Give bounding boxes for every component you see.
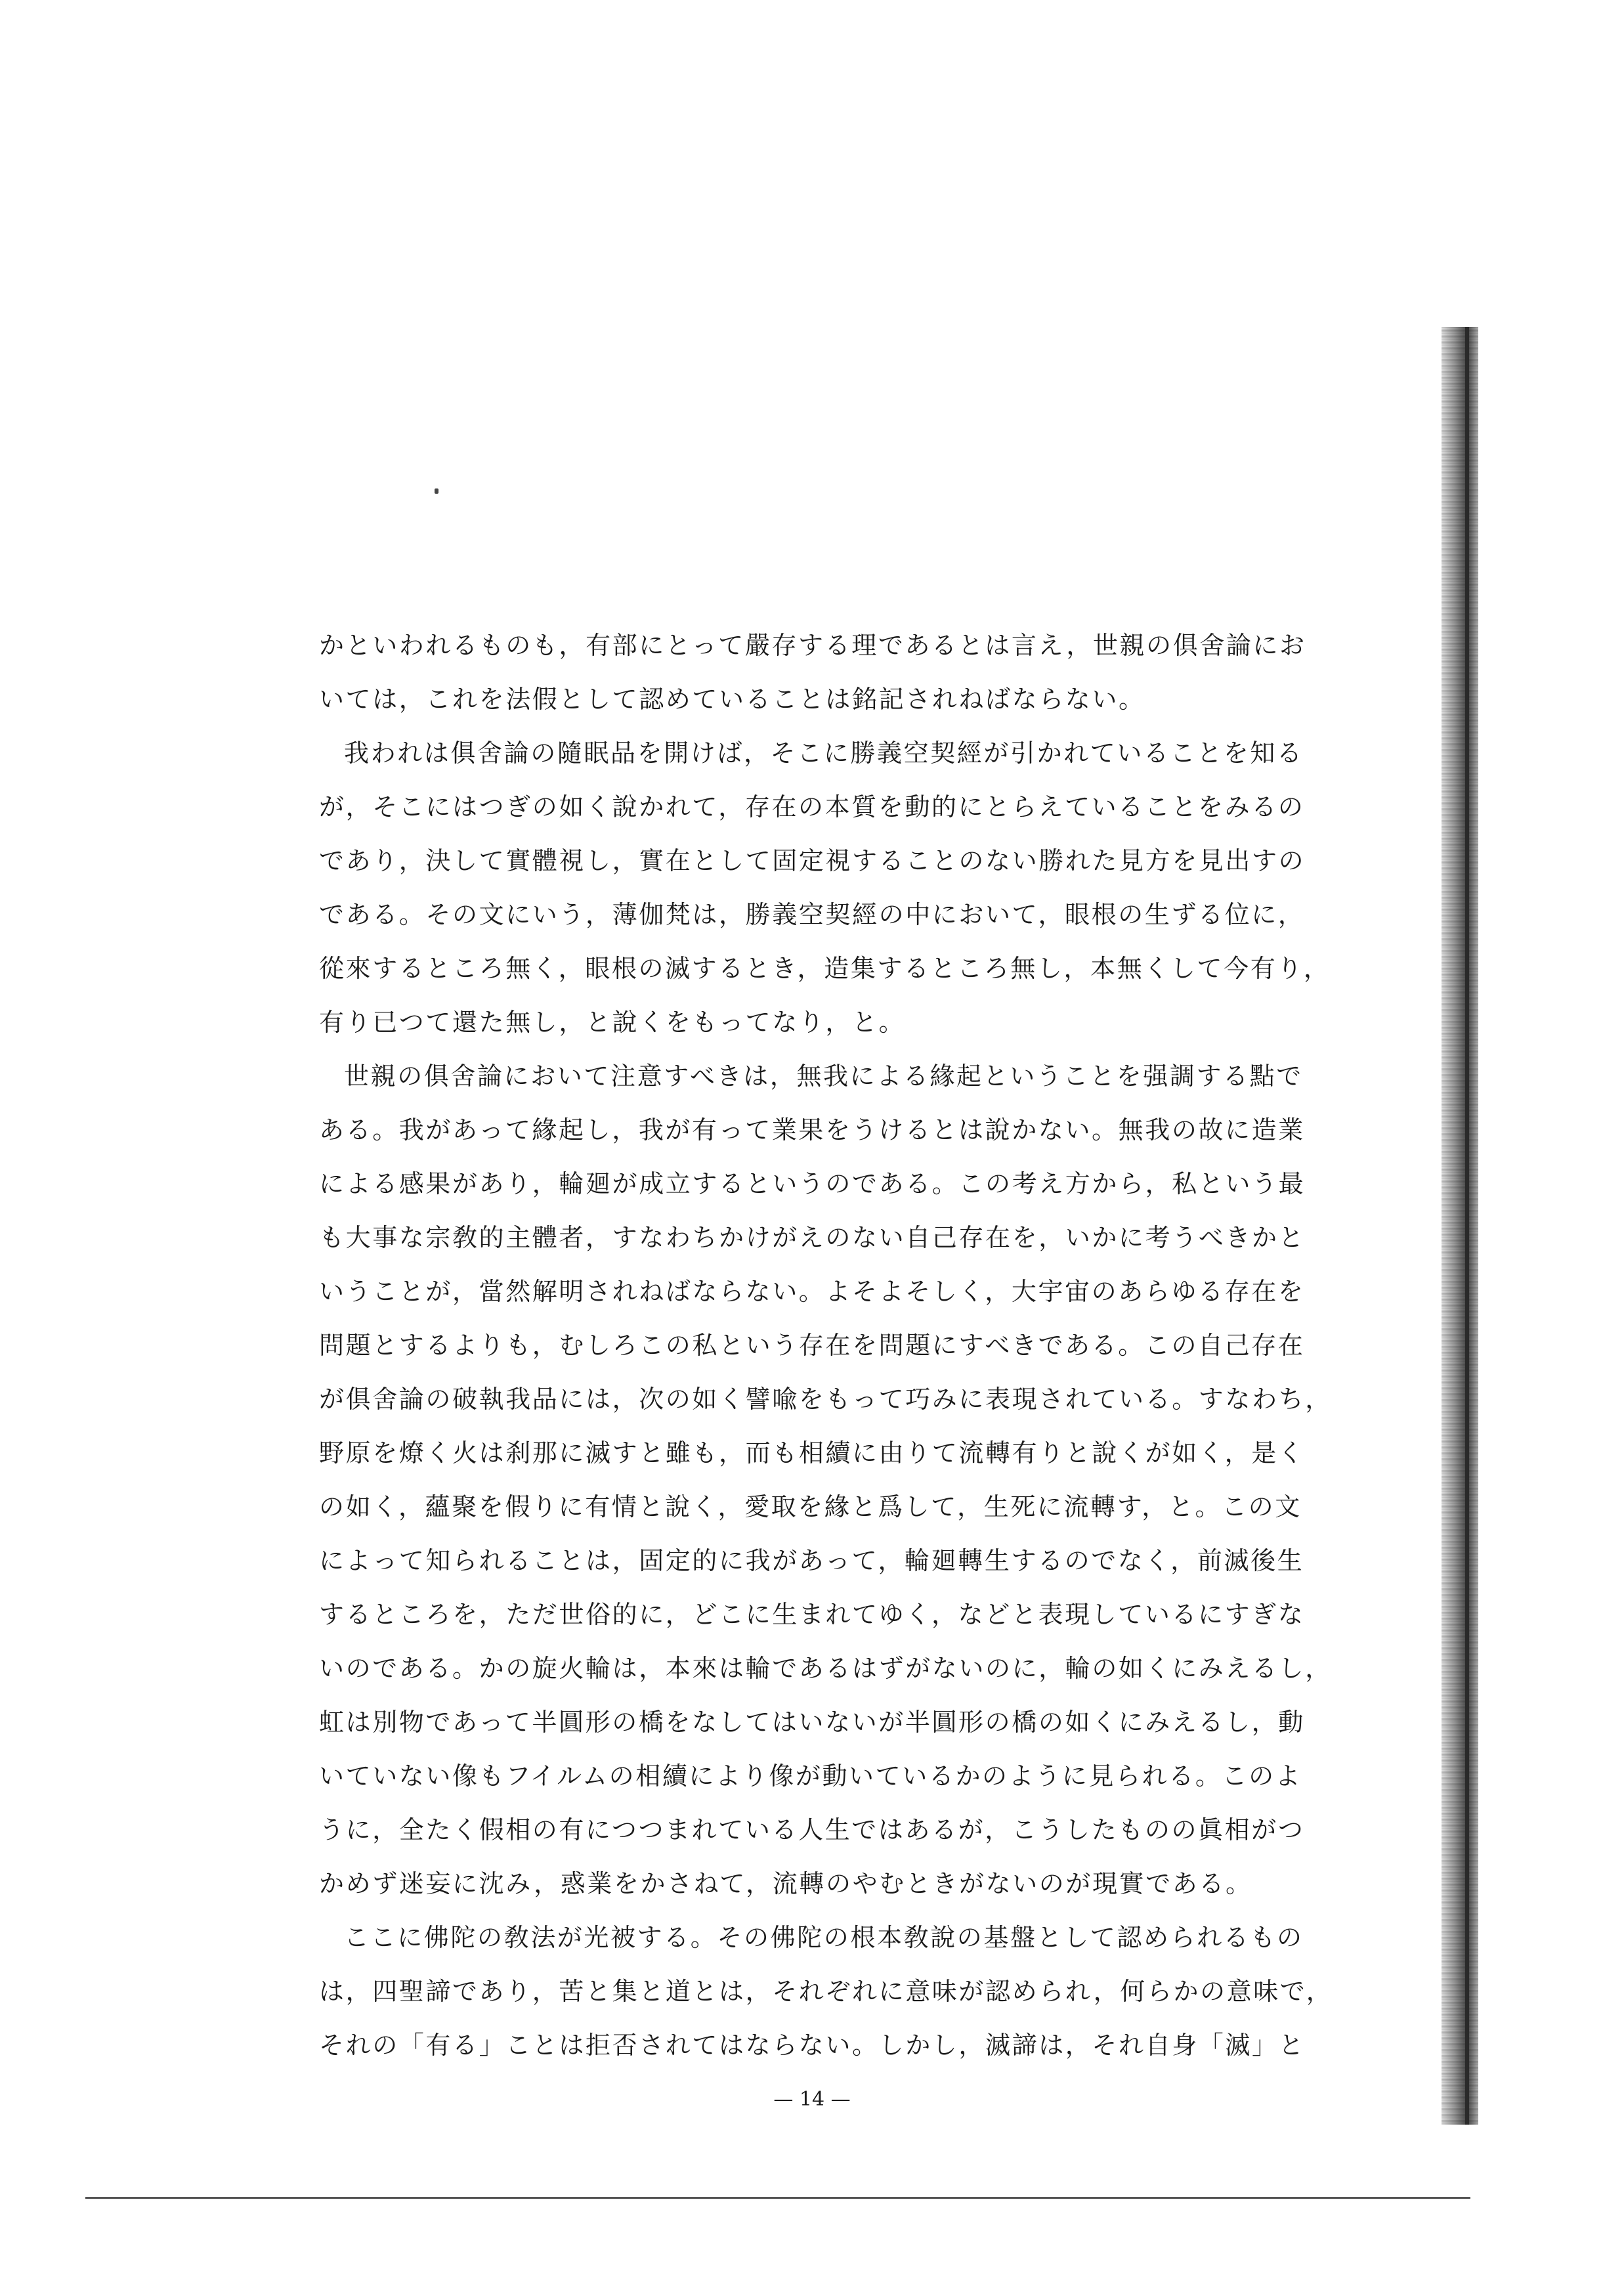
text-line: 從來するところ無く，眼根の滅するとき，造集するところ無し，本無くして今有り， [319,954,1331,983]
text-line: いては，これを法假として認めていることは銘記されねばならない。 [319,685,1145,714]
text-line: いていない像もフイルムの相續により像が動いているかのように見られる。このよ [319,1762,1302,1790]
page-number: — 14 — [773,2088,851,2111]
binding-shadow [1442,327,1478,2125]
text-line: であり，決して實體視し，實在として固定視することのない勝れた見方を見出すの [319,846,1306,875]
scan-speck [435,488,438,494]
text-line: いうことが，當然解明されねばならない。よそよそしく，大宇宙のあらゆる存在を [319,1277,1305,1306]
text-line: いのである。かの旋火輪は，本來は輪であるはずがないのに，輪の如くにみえるし， [319,1654,1332,1683]
text-line: かめず迷妄に沈み，惑業をかさねて，流轉のやむときがないのが現實である。 [319,1869,1252,1898]
text-line: ここに佛陀の敎法が光被する。その佛陀の根本敎說の基盤として認められるもの [344,1923,1304,1952]
text-line: の如く，蘊聚を假りに有情と說く，愛取を緣と爲して，生死に流轉す，と。この文 [319,1492,1302,1521]
text-line: は，四聖諦であり，苦と集と道とは，それぞれに意味が認められ，何らかの意味で， [319,1977,1333,2006]
text-line: 野原を燎く火は刹那に滅すと雖も，而も相續に由りて流轉有りと說くが如く，是く [319,1439,1305,1467]
text-line: かといわれるものも，有部にとって嚴存する理であるとは言え，世親の俱舍論にお [319,631,1306,660]
text-line: するところを，ただ世俗的に，どこに生まれてゆく，などと表現しているにすぎな [319,1600,1305,1629]
text-line: である。その文にいう，薄伽梵は，勝義空契經の中において，眼根の生ずる位に， [319,900,1305,929]
body-text [319,618,1333,2072]
text-line: 問題とするよりも，むしろこの私という存在を問題にすべきである。この自己存在 [319,1331,1305,1360]
text-line: が，そこにはつぎの如く說かれて，存在の本質を動的にとらえていることをみるの [319,792,1305,821]
text-line: うに，全たく假相の有につつまれている人生ではあるが，こうしたものの眞相がつ [319,1815,1305,1844]
text-line: それの「有る」ことは拒否されてはならない。しかし，滅諦は，それ自身「滅」と [319,2031,1306,2060]
text-line: も大事な宗敎的主體者，すなわちかけがえのない自己存在を，いかに考うべきかと [319,1223,1306,1252]
text-line: 虹は別物であって半圓形の橋をなしてはいないが半圓形の橋の如くにみえるし，動 [319,1708,1305,1737]
text-line: による感果があり，輪廻が成立するというのである。この考え方から，私という最 [319,1169,1306,1198]
text-line: が俱舍論の破執我品には，次の如く譬喩をもって巧みに表現されている。すなわち， [319,1385,1332,1414]
text-line: によって知られることは，固定的に我があって，輪廻轉生するのでなく，前滅後生 [319,1546,1304,1575]
text-line: ある。我があって緣起し，我が有って業果をうけるとは說かない。無我の故に造業 [319,1116,1305,1144]
text-line: 世親の俱舍論において注意すべきは，無我による緣起ということを强調する點で [344,1062,1303,1091]
text-line: 我われは俱舍論の隨眠品を開けば，そこに勝義空契經が引かれていることを知る [344,739,1304,768]
text-line: 有り已つて還た無し，と說くをもってなり，と。 [319,1008,906,1037]
binding-edge-line [1465,327,1469,2125]
bottom-rule [85,2197,1470,2199]
